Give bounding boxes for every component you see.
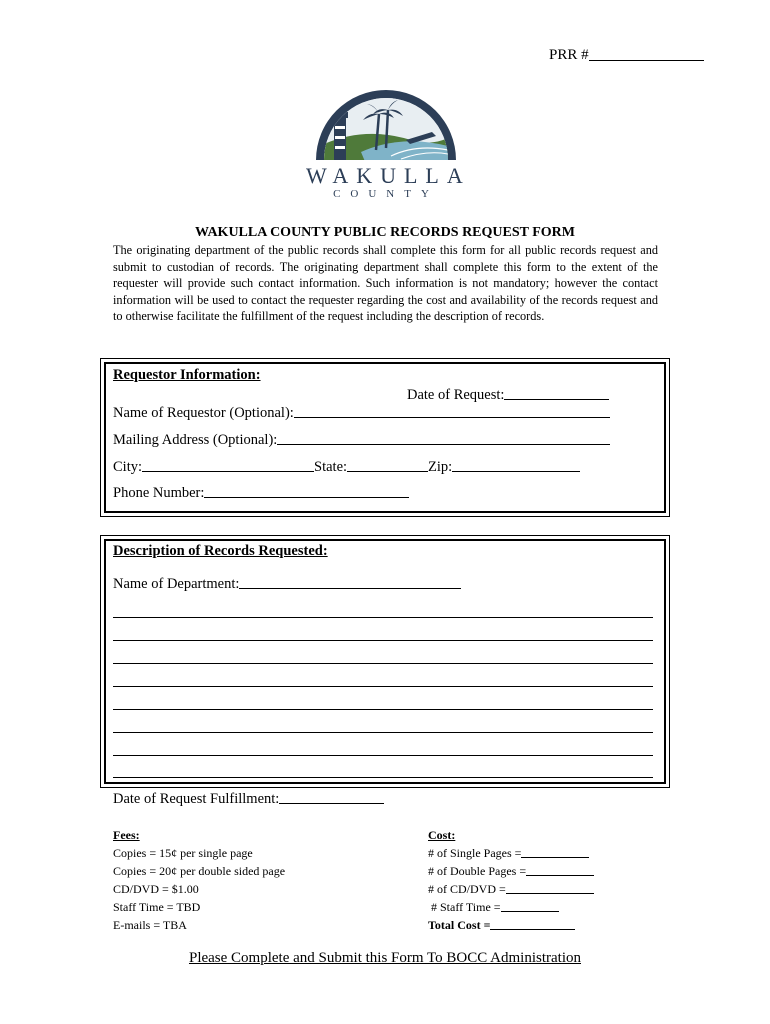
form-instructions: The originating department of the public records shall complete this form for all public records request and submit to custodian of records. The originating department shall complete this form to the extent of the requester will provide such contact information. Such information is not mandatory; however the contact information will be used to contact the requester regarding the cost and availability of the records request and to otherwise facilitate the fulfillment of the request including the description of records. [113, 243, 658, 323]
department-name-label: Name of Department: [113, 576, 240, 592]
description-section [100, 535, 670, 788]
description-line[interactable] [113, 663, 653, 664]
state-blank[interactable] [347, 457, 428, 472]
submit-instructions: Please Complete and Submit this Form To BOCC Administration [188, 950, 581, 966]
date-of-request-label: Date of Request: [407, 387, 505, 403]
cd-dvd-label: # of CD/DVD = [428, 882, 506, 896]
fee-item: E-mails = TBA [113, 918, 187, 932]
description-line[interactable] [113, 617, 653, 618]
city-label: City: [113, 459, 143, 475]
logo-wordmark: WAKULLA [306, 163, 471, 188]
fulfillment-date-field[interactable] [113, 789, 384, 808]
mailing-address-field[interactable] [113, 430, 610, 449]
description-line[interactable] [113, 640, 653, 641]
mailing-address-blank[interactable] [277, 430, 610, 445]
requestor-name-label: Name of Requestor (Optional): [113, 405, 294, 421]
prr-blank[interactable] [589, 47, 704, 61]
city-blank[interactable] [142, 457, 314, 472]
form-title: WAKULLA COUNTY PUBLIC RECORDS REQUEST FORM [195, 225, 575, 240]
description-line[interactable] [113, 709, 653, 710]
logo-lighthouse [334, 118, 346, 162]
city-state-zip-field[interactable] [113, 457, 580, 476]
date-of-request-blank[interactable] [504, 385, 609, 400]
department-name-blank[interactable] [239, 574, 461, 589]
description-line[interactable] [113, 686, 653, 687]
double-pages-blank[interactable] [526, 864, 594, 876]
total-cost-label: Total Cost = [428, 918, 491, 932]
prr-label: PRR # [549, 47, 589, 63]
fee-item: Copies = 20¢ per double sided page [113, 864, 286, 878]
fees-heading: Fees: [113, 828, 140, 842]
fulfillment-date-label: Date of Request Fulfillment: [113, 791, 280, 807]
description-line[interactable] [113, 777, 653, 778]
state-label: State: [314, 459, 348, 475]
phone-number-label: Phone Number: [113, 485, 205, 501]
fees-list [113, 826, 285, 934]
mailing-address-label: Mailing Address (Optional): [113, 432, 278, 448]
phone-number-blank[interactable] [204, 483, 409, 498]
logo-subtitle: COUNTY [333, 188, 439, 200]
requestor-heading: Requestor Information: [113, 367, 261, 383]
total-cost-blank[interactable] [490, 918, 575, 930]
single-pages-blank[interactable] [521, 846, 589, 858]
phone-number-field[interactable] [113, 483, 409, 502]
fee-item: Staff Time = TBD [113, 900, 201, 914]
cd-dvd-blank[interactable] [506, 882, 594, 894]
staff-time-label: # Staff Time = [431, 900, 501, 914]
requestor-name-blank[interactable] [294, 403, 610, 418]
description-heading: Description of Records Requested: [113, 543, 328, 559]
staff-time-blank[interactable] [501, 900, 559, 912]
zip-blank[interactable] [452, 457, 580, 472]
requestor-name-field[interactable] [113, 403, 610, 422]
fee-item: Copies = 15¢ per single page [113, 846, 253, 860]
single-pages-label: # of Single Pages = [428, 846, 522, 860]
staff-time-field[interactable] [428, 898, 594, 916]
cd-dvd-field[interactable] [428, 880, 594, 898]
single-pages-field[interactable] [428, 844, 594, 862]
cost-list [428, 826, 594, 934]
zip-label: Zip: [428, 459, 453, 475]
double-pages-field[interactable] [428, 862, 594, 880]
description-line[interactable] [113, 755, 653, 756]
fee-item: CD/DVD = $1.00 [113, 882, 199, 896]
date-of-request-field[interactable] [407, 385, 609, 404]
description-line[interactable] [113, 732, 653, 733]
fulfillment-date-blank[interactable] [279, 789, 384, 804]
cost-heading: Cost: [428, 828, 456, 842]
department-name-field[interactable] [113, 574, 461, 593]
prr-number-field[interactable] [549, 47, 704, 64]
total-cost-field[interactable] [428, 916, 594, 934]
double-pages-label: # of Double Pages = [428, 864, 527, 878]
